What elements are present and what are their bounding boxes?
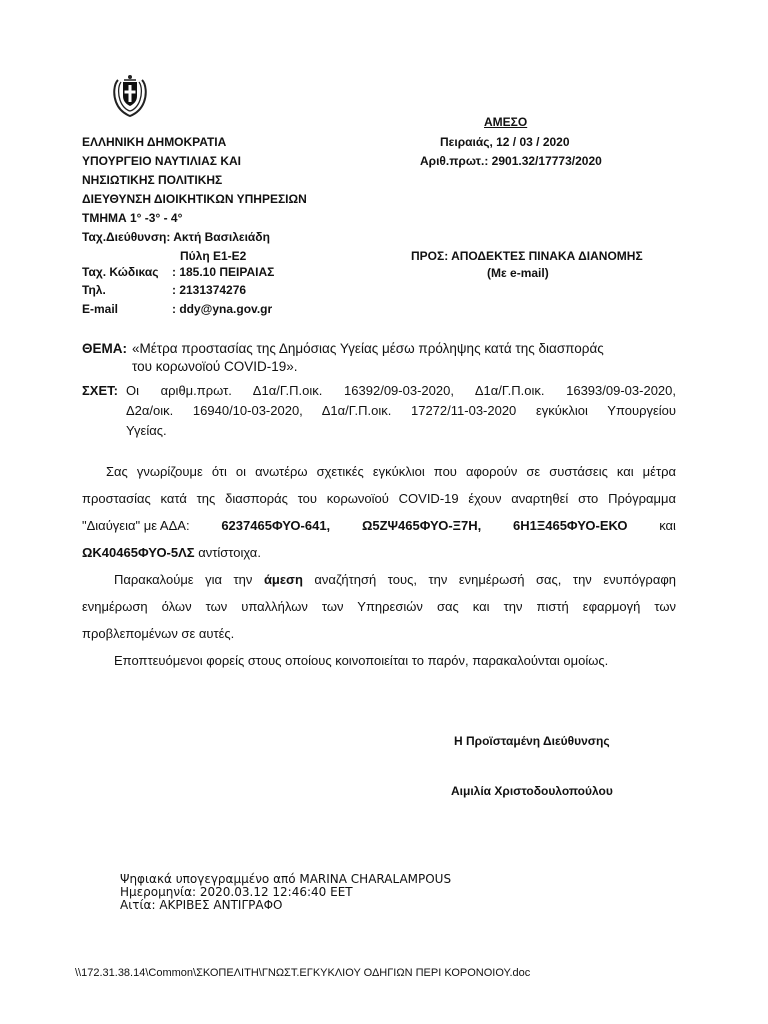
protocol-number: Αριθ.πρωτ.: 2901.32/17773/2020: [420, 154, 602, 168]
body-line: προστασίας κατά της διασποράς του κορωνοϊού COVID-19 έχουν αναρτηθεί στο Πρόγραμμα: [82, 491, 676, 506]
org-line: ΔΙΕΥΘΥΝΣΗ ΔΙΟΙΚΗΤΙΚΩΝ ΥΠΗΡΕΣΙΩΝ: [82, 192, 307, 206]
body-line: [82, 539, 676, 566]
subject-line: του κορωνοϊού COVID-19».: [132, 359, 298, 374]
body-line: ενημέρωση όλων των υπαλλήλων των Υπηρεσιών σας και την πιστή εφαρμογή των: [82, 599, 676, 614]
digital-signature-line: Ημερομηνία: 2020.03.12 12:46:40 EET: [120, 885, 353, 899]
org-line: ΤΜΗΜΑ 1° -3° - 4°: [82, 211, 183, 225]
phone-label: Τηλ.: [82, 283, 106, 297]
reference-line: Οι αριθμ.πρωτ. Δ1α/Γ.Π.οικ. 16392/09-03-2020, Δ1α/Γ.Π.οικ. 16393/09-03-2020,: [126, 383, 676, 398]
ada-code: Ω5ΖΨ465ΦΥΟ-Ξ7Η,: [361, 518, 482, 533]
urgency-label: ΑΜΕΣΟ: [484, 115, 528, 129]
signatory-title: Η Προϊσταμένη Διεύθυνσης: [454, 734, 610, 748]
reference-line: Υγείας.: [126, 423, 167, 438]
org-line: ΕΛΛΗΝΙΚΗ ΔΗΜΟΚΡΑΤΙΑ: [82, 135, 227, 149]
subject-label: ΘΕΜΑ:: [82, 341, 127, 356]
place-date: Πειραιάς, 12 / 03 / 2020: [440, 135, 570, 149]
digital-signature-line: Ψηφιακά υπογεγραμμένο από MARINA CHARALAMPOUS: [120, 872, 452, 886]
signatory-name: Αιμιλία Χριστοδουλοπούλου: [451, 784, 613, 798]
body-text: αναζήτησή τους, την ενημέρωσή σας, την ενυπόγραφη: [302, 572, 676, 587]
and-word: και: [659, 518, 676, 533]
ada-code: ΩΚ40465ΦΥΟ-5ΛΣ: [82, 545, 195, 560]
email-label: E-mail: [82, 302, 119, 316]
phone-value: : 2131374276: [172, 283, 247, 297]
ada-intro: "Διαύγεια" με ΑΔΑ:: [82, 518, 190, 533]
gate-line: Πύλη Ε1-Ε2: [180, 249, 247, 263]
ada-code: 6Η1Ξ465ΦΥΟ-ΕΚΟ: [513, 518, 628, 533]
address-line: Ταχ.Διεύθυνση: Ακτή Βασιλειάδη: [82, 230, 270, 244]
body-text: Παρακαλούμε για την: [114, 572, 264, 587]
body-line: προβλεπομένων σε αυτές.: [82, 626, 235, 641]
recipients-sub: (Με e-mail): [487, 266, 549, 280]
subject-line: «Μέτρα προστασίας της Δημόσιας Υγείας μέσω πρόληψης κατά της διασποράς: [132, 341, 604, 356]
email-value: : ddy@yna.gov.gr: [172, 302, 273, 316]
emphasis-text: άμεση: [263, 572, 303, 587]
respectively-text: αντίστοιχα.: [194, 545, 261, 560]
greek-coat-of-arms-icon: [110, 70, 150, 118]
postal-code-label: Ταχ. Κώδικας: [82, 265, 159, 279]
org-line: ΝΗΣΙΩΤΙΚΗΣ ΠΟΛΙΤΙΚΗΣ: [82, 173, 223, 187]
reference-line: Δ2α/οικ. 16940/10-03-2020, Δ1α/Γ.Π.οικ. 17272/11-03-2020 εγκύκλιοι Υπουργείου: [126, 403, 676, 418]
org-line: ΥΠΟΥΡΓΕΙΟ ΝΑΥΤΙΛΙΑΣ ΚΑΙ: [82, 154, 242, 168]
postal-code-value: : 185.10 ΠΕΙΡΑΙΑΣ: [172, 265, 275, 279]
ada-line: [82, 512, 676, 539]
reference-label: ΣΧΕΤ:: [82, 383, 118, 398]
file-path: \\172.31.38.14\Common\ΣΚΟΠΕΛΙΤΗ\ΓΝΩΣΤ.ΕΓΚΥΚΛΙΟΥ ΟΔΗΓΙΩΝ ΠΕΡΙ ΚΟΡΟΝΟΙΟΥ.doc: [75, 967, 531, 979]
ada-code: 6237465ΦΥΟ-641,: [221, 518, 331, 533]
body-line: Εποπτευόμενοι φορείς στους οποίους κοινοποιείται το παρόν, παρακαλούνται ομοίως.: [114, 653, 609, 668]
recipients-line: ΠΡΟΣ: ΑΠΟΔΕΚΤΕΣ ΠΙΝΑΚΑ ΔΙΑΝΟΜΗΣ: [411, 249, 643, 263]
body-line: Σας γνωρίζουμε ότι οι ανωτέρω σχετικές εγκύκλιοι που αφορούν σε συστάσεις και μέτρα: [106, 464, 676, 479]
digital-signature-line: Αιτία: ΑΚΡΙΒΕΣ ΑΝΤΙΓΡΑΦΟ: [120, 898, 283, 912]
body-line: [82, 566, 676, 593]
